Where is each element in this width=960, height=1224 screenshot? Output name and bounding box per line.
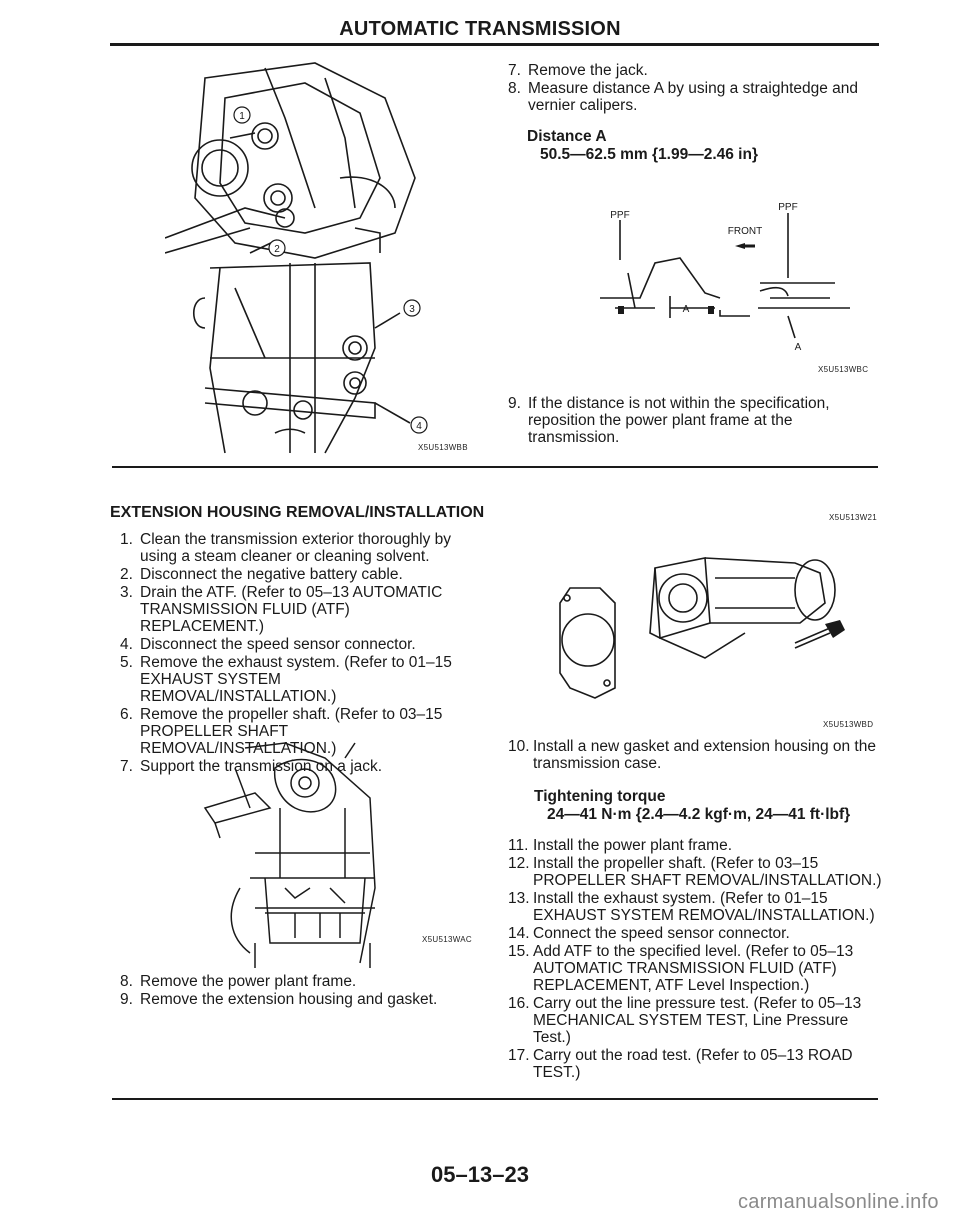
torque-spec bbox=[534, 788, 884, 824]
header-rule bbox=[110, 43, 879, 46]
step-item: 4. Disconnect the speed sensor connector. bbox=[120, 636, 416, 653]
torque-value: 24—41 N·m {2.4—4.2 kgf·m, 24—41 ft·lbf} bbox=[547, 806, 851, 823]
ppf-right-label: PPF bbox=[778, 202, 798, 213]
step-item: 8. Remove the power plant frame. bbox=[120, 973, 357, 990]
step-item: 8. Measure distance A by using a straightedge and vernier calipers. bbox=[508, 80, 859, 114]
step-item: 12. Install the propeller shaft. (Refer to 03–15 PROPELLER SHAFT REMOVAL/INSTALLATION.) bbox=[508, 855, 882, 889]
spec-value: 50.5—62.5 mm {1.99—2.46 in} bbox=[540, 146, 758, 163]
figure-code-wbd: X5U513WBD bbox=[823, 720, 874, 729]
callout-label-2: 2 bbox=[274, 244, 280, 255]
section-rule bbox=[112, 466, 878, 468]
steps-removal-continued bbox=[120, 973, 465, 1009]
step-item: 16. Carry out the line pressure test. (Refer to 05–13 MECHANICAL SYSTEM TEST, Line Pressure Test.) bbox=[508, 995, 862, 1046]
figure-code-w21: X5U513W21 bbox=[829, 513, 878, 522]
callout-label-1: 1 bbox=[239, 111, 245, 122]
step-item: 10. Install a new gasket and extension housing on the transmission case. bbox=[508, 738, 876, 772]
page-title: AUTOMATIC TRANSMISSION bbox=[339, 18, 621, 40]
figure-code-wbb: X5U513WBB bbox=[418, 443, 468, 452]
step-9 bbox=[508, 395, 878, 447]
distance-spec bbox=[527, 128, 877, 164]
spec-label: Distance A bbox=[527, 128, 607, 145]
page-number: 05–13–23 bbox=[431, 1162, 529, 1187]
step-item: 5. Remove the exhaust system. (Refer to 01–15 EXHAUST SYSTEM REMOVAL/INSTALLATION.) bbox=[120, 654, 452, 705]
step-item: 15. Add ATF to the specified level. (Refer to 05–13 AUTOMATIC TRANSMISSION FLUID (ATF) REPLACEMENT, ATF Level Inspection.) bbox=[508, 943, 854, 994]
step-item: 7. Remove the jack. bbox=[508, 62, 648, 79]
figure-code-wac: X5U513WAC bbox=[422, 935, 472, 944]
steps-top-right bbox=[508, 62, 878, 115]
section-heading: EXTENSION HOUSING REMOVAL/INSTALLATION bbox=[110, 504, 485, 521]
dimension-a-label: A bbox=[682, 304, 690, 315]
watermark: carmanualsonline.info bbox=[738, 1191, 939, 1213]
dimension-a-pointer-label: A bbox=[794, 342, 802, 353]
step-item: 13. Install the exhaust system. (Refer to 01–15 EXHAUST SYSTEM REMOVAL/INSTALLATION.) bbox=[508, 890, 875, 924]
transmission-mounts-illustration bbox=[165, 58, 475, 458]
figure-distance-diagram bbox=[520, 198, 890, 368]
front-label: FRONT bbox=[727, 226, 763, 237]
step-item: 6. Remove the propeller shaft. (Refer to 03–15 PROPELLER SHAFT REMOVAL/INSTALLATION.) bbox=[120, 706, 443, 757]
step-10 bbox=[508, 738, 878, 773]
step-item: 7. Support the transmission on a jack. bbox=[120, 758, 383, 775]
step-item: 3. Drain the ATF. (Refer to 05–13 AUTOMATIC TRANSMISSION FLUID (ATF) REPLACEMENT.) bbox=[120, 584, 443, 635]
step-item: 2. Disconnect the negative battery cable. bbox=[120, 566, 403, 583]
figure-code-wbc: X5U513WBC bbox=[818, 365, 869, 374]
step-item: 1. Clean the transmission exterior thoroughly by using a steam cleaner or cleaning solvent. bbox=[120, 531, 452, 565]
callout-label-4: 4 bbox=[416, 421, 422, 432]
step-item: 9. Remove the extension housing and gasket. bbox=[120, 991, 438, 1008]
figure-transmission-mounts bbox=[165, 58, 475, 458]
step-item: 14. Connect the speed sensor connector. bbox=[508, 925, 790, 942]
step-item: 17. Carry out the road test. (Refer to 05–13 ROAD TEST.) bbox=[508, 1047, 853, 1081]
ppf-left-label: PPF bbox=[610, 210, 630, 221]
step-item: 9. If the distance is not within the specification, reposition the power plant frame at the transmission. bbox=[508, 395, 830, 446]
step-item: 11. Install the power plant frame. bbox=[508, 837, 733, 854]
figure-gasket-and-housing bbox=[555, 548, 875, 708]
footer-rule bbox=[112, 1098, 878, 1100]
callout-label-3: 3 bbox=[409, 304, 415, 315]
figure-jack-support bbox=[195, 738, 395, 973]
torque-label: Tightening torque bbox=[534, 788, 666, 805]
steps-installation bbox=[508, 837, 888, 1082]
